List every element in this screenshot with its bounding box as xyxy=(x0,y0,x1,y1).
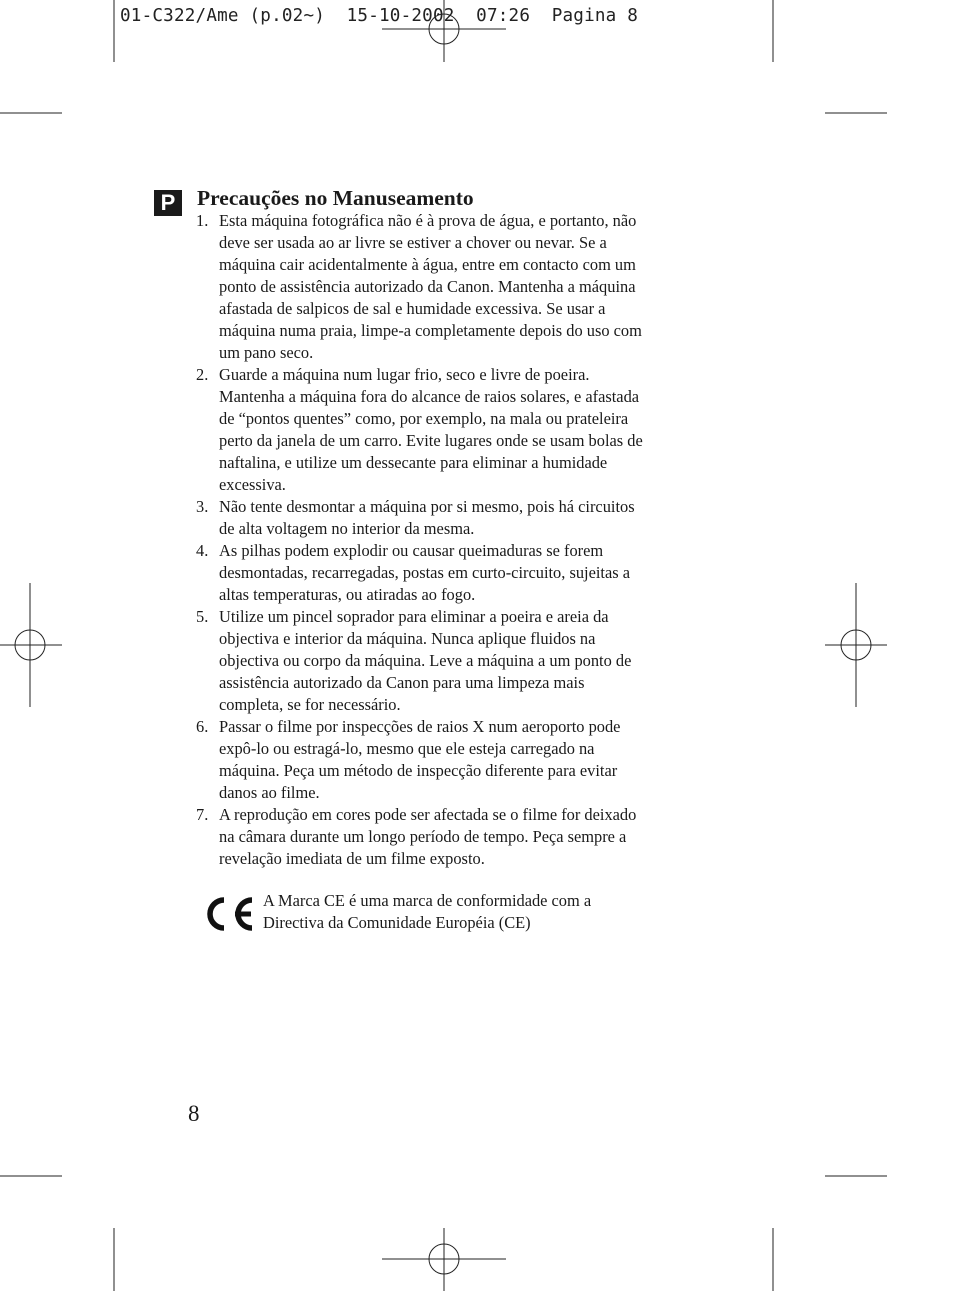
list-item-line: máquina numa praia, limpe-a completamente depois do uso com xyxy=(219,321,642,340)
list-item-line: naftalina, e utilize um dessecante para eliminar a humidade xyxy=(219,453,608,472)
language-badge: P xyxy=(154,190,182,216)
list-item-line: Guarde a máquina num lugar frio, seco e livre de poeira. xyxy=(219,365,590,384)
list-item-line: Mantenha a máquina fora do alcance de raios solares, e afastada xyxy=(219,387,640,406)
ce-notice-line: Directiva da Comunidade Européia (CE) xyxy=(263,913,531,932)
list-item xyxy=(196,364,706,496)
list-item-line: Esta máquina fotográfica não é à prova de água, e portanto, não xyxy=(219,211,637,230)
list-item-line: A reprodução em cores pode ser afectada se o filme for deixado xyxy=(219,805,637,824)
list-item xyxy=(196,496,706,540)
list-item-line: de “pontos quentes” como, por exemplo, na mala ou prateleira xyxy=(219,409,629,428)
list-item-number: 3. xyxy=(196,497,209,516)
list-item-number: 2. xyxy=(196,365,209,384)
ce-notice-line: A Marca CE é uma marca de conformidade com a xyxy=(263,891,592,910)
list-item-number: 1. xyxy=(196,211,209,230)
section-title: Precauções no Manuseamento xyxy=(197,186,474,210)
list-item-line: Não tente desmontar a máquina por si mesmo, pois há circuitos xyxy=(219,497,635,516)
list-item xyxy=(196,804,706,870)
list-item-line: de alta voltagem no interior da mesma. xyxy=(219,519,475,538)
list-item-line: afastada de salpicos de sal e humidade excessiva. Se usar a xyxy=(219,299,606,318)
list-item xyxy=(196,606,706,716)
page-number: 8 xyxy=(188,1101,200,1126)
list-item-line: um pano seco. xyxy=(219,343,314,362)
list-item-line: Passar o filme por inspecções de raios X num aeroporto pode xyxy=(219,717,621,736)
list-item-line: máquina cair acidentalmente à água, entre em contacto com um xyxy=(219,255,636,274)
print-slug: 01-C322/Ame (p.02~) 15-10-2002 07:26 Pagina 8 xyxy=(120,6,639,26)
list-item xyxy=(196,210,706,364)
list-item-line: completa, se for necessário. xyxy=(219,695,401,714)
list-item-line: revelação imediata de um filme exposto. xyxy=(219,849,485,868)
list-item-line: objectiva ou corpo da máquina. Leve a máquina a um ponto de xyxy=(219,651,632,670)
ce-notice-text xyxy=(263,890,723,934)
list-item-number: 6. xyxy=(196,717,209,736)
list-item xyxy=(196,540,706,606)
list-item-line: Utilize um pincel soprador para eliminar a poeira e areia da xyxy=(219,607,609,626)
list-item-line: objectiva e interior da máquina. Nunca aplique fluidos na xyxy=(219,629,596,648)
list-item-line: desmontadas, recarregadas, postas em curto-circuito, sujeitas a xyxy=(219,563,630,582)
list-item-line: perto da janela de um carro. Evite lugares onde se usam bolas de xyxy=(219,431,643,450)
ce-mark-logo xyxy=(200,895,256,933)
list-item-line: na câmara durante um longo período de tempo. Peça sempre a xyxy=(219,827,627,846)
list-item-line: altas temperaturas, ou atiradas ao fogo. xyxy=(219,585,476,604)
list-item-number: 7. xyxy=(196,805,209,824)
list-item-line: expô-lo ou estragá-lo, mesmo que ele esteja carregado na xyxy=(219,739,595,758)
list-item-line: assistência autorizado da Canon para uma limpeza mais xyxy=(219,673,585,692)
list-item-line: As pilhas podem explodir ou causar queimaduras se forem xyxy=(219,541,604,560)
list-item-line: ponto de assistência autorizado da Canon. Mantenha a máquina xyxy=(219,277,636,296)
list-item-number: 5. xyxy=(196,607,209,626)
list-item-line: máquina. Peça um método de inspecção diferente para evitar xyxy=(219,761,618,780)
precautions-list xyxy=(196,210,706,870)
list-item xyxy=(196,716,706,804)
list-item-line: danos ao filme. xyxy=(219,783,320,802)
list-item-line: deve ser usada ao ar livre se estiver a chover ou nevar. Se a xyxy=(219,233,607,252)
list-item-line: excessiva. xyxy=(219,475,286,494)
list-item-number: 4. xyxy=(196,541,209,560)
